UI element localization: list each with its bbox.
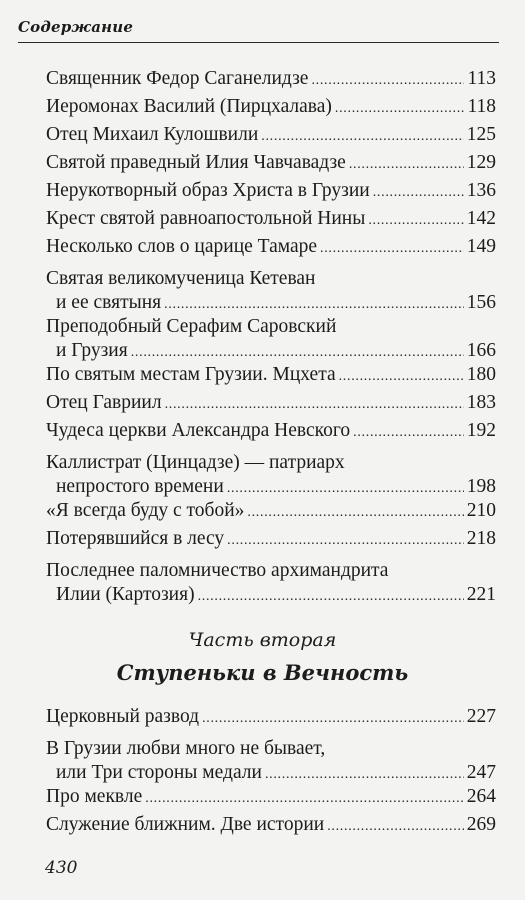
toc-entry-page: 221 [466, 584, 496, 605]
toc-entry-title: Иеромонах Василий (Пирцхалава) [46, 96, 332, 117]
toc-entry-title: Отец Михаил Кулошвили [46, 124, 259, 145]
toc-entry [46, 499, 496, 525]
dot-leader [145, 787, 463, 811]
toc-entry-title: непростого времени [56, 476, 224, 497]
toc-entry-title: Несколько слов о царице Тамаре [46, 236, 318, 257]
toc-entry-page: 142 [466, 208, 496, 229]
toc-entry [46, 267, 496, 317]
toc-entry-page: 247 [466, 762, 496, 783]
dot-leader [327, 815, 464, 839]
toc-entry [46, 67, 496, 93]
dot-leader [349, 153, 464, 177]
toc-entry-page: 118 [467, 96, 496, 117]
dot-leader [339, 365, 464, 389]
toc-entry [46, 235, 496, 261]
toc-entry-title: Служение ближним. Две истории [46, 814, 325, 835]
toc-entry [46, 207, 496, 233]
toc-entry-page: 136 [466, 180, 496, 201]
toc-entry [46, 785, 496, 811]
running-header: Содержание [18, 18, 134, 36]
dot-leader [164, 293, 464, 317]
section-kicker: Часть вторая [188, 629, 337, 651]
toc-entry-page: 180 [466, 364, 496, 385]
toc-entry-page: 227 [466, 706, 496, 727]
toc-entry-title: Про меквле [46, 786, 143, 807]
toc-entry-page: 269 [466, 814, 496, 835]
toc-entry-title: Чудеса церкви Александра Невского [46, 420, 351, 441]
header-rule [18, 42, 499, 43]
toc-entry [46, 179, 496, 205]
dot-leader [247, 501, 463, 525]
toc-entry-title: Отец Гавриил [46, 392, 162, 413]
section-title: Ступеньки в Вечность [116, 660, 409, 685]
toc-entry-title: Последнее паломничество архимандрита [46, 560, 389, 581]
dot-leader [227, 477, 464, 501]
dot-leader [311, 69, 464, 93]
toc-entry-title: и ее святыня [56, 292, 162, 313]
toc-entry-title: Преподобный Серафим Саровский [46, 316, 337, 337]
toc-entry [46, 315, 496, 365]
dot-leader [165, 393, 464, 417]
toc-entry-page: 156 [466, 292, 496, 313]
toc-entry [46, 363, 496, 389]
toc-entry-page: 125 [466, 124, 496, 145]
toc-entry-title: Нерукотворный образ Христа в Грузии [46, 180, 370, 201]
toc-entry-page: 198 [466, 476, 496, 497]
page-number: 430 [45, 858, 78, 878]
dot-leader [320, 237, 464, 261]
toc-entry-title: Святая великомученица Кетеван [46, 268, 316, 289]
toc-entry-page: 149 [466, 236, 496, 257]
toc-entry [46, 527, 496, 553]
dot-leader [261, 125, 463, 149]
toc-entry [46, 391, 496, 417]
toc-entry-page: 183 [466, 392, 496, 413]
dot-leader [373, 181, 464, 205]
toc-entry-page: 218 [466, 528, 496, 549]
toc-entry-page: 129 [466, 152, 496, 173]
toc-entry [46, 559, 496, 609]
toc-entry-page: 113 [467, 68, 496, 89]
dot-leader [131, 341, 464, 365]
toc-entry-page: 192 [466, 420, 496, 441]
toc-entry [46, 419, 496, 445]
toc-entry-title: Церковный развод [46, 706, 200, 727]
toc-entry [46, 151, 496, 177]
dot-leader [335, 97, 465, 121]
toc-entry-title: В Грузии любви много не бывает, [46, 738, 326, 759]
dot-leader [368, 209, 463, 233]
toc-entry-title: Священник Федор Саганелидзе [46, 68, 309, 89]
toc-entry-page: 210 [466, 500, 496, 521]
toc-entry [46, 813, 496, 839]
toc-entry-page: 166 [466, 340, 496, 361]
dot-leader [227, 529, 464, 553]
toc-entry-title: Потерявшийся в лесу [46, 528, 225, 549]
dot-leader [265, 763, 464, 787]
toc-entry [46, 705, 496, 731]
toc-entry [46, 737, 496, 787]
toc-entry-title: или Три стороны медали [56, 762, 262, 783]
toc-entry-title: Святой праведный Илия Чавчавадзе [46, 152, 346, 173]
toc-entry-title: Каллистрат (Цинцадзе) — патриарх [46, 452, 345, 473]
toc-entry-title: «Я всегда буду с тобой» [46, 500, 245, 521]
toc-entry-page: 264 [466, 786, 496, 807]
toc-entry-title: По святым местам Грузии. Мцхета [46, 364, 336, 385]
toc-entry-title: Крест святой равноапостольной Нины [46, 208, 366, 229]
toc-entry [46, 123, 496, 149]
dot-leader [353, 421, 464, 445]
toc-entry [46, 95, 496, 121]
toc-entry [46, 451, 496, 501]
dot-leader [202, 707, 464, 731]
toc-entry-title: Илии (Картозия) [56, 584, 195, 605]
toc-entry-title: и Грузия [56, 340, 128, 361]
dot-leader [198, 585, 464, 609]
